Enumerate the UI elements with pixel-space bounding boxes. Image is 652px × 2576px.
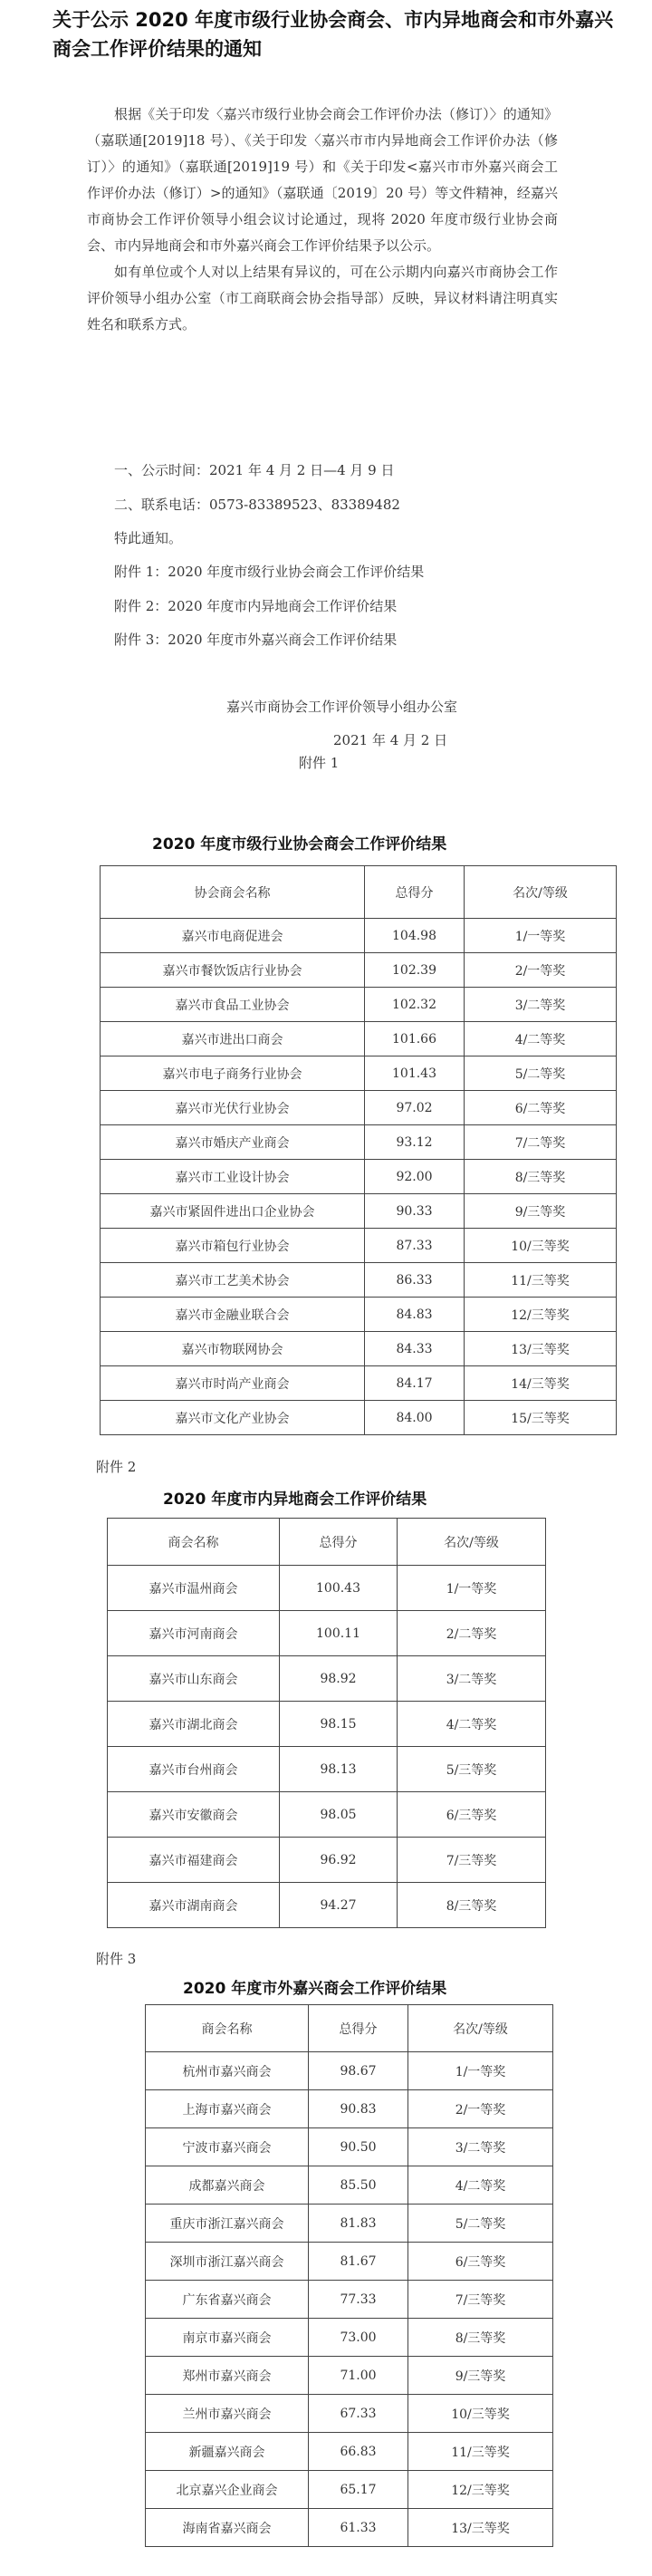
table3-rank-cell: 5/二等奖 bbox=[408, 2205, 553, 2243]
table3-rank-cell: 3/二等奖 bbox=[408, 2128, 553, 2166]
table2-header-score: 总得分 bbox=[280, 1519, 398, 1566]
table3-name-cell: 新疆嘉兴商会 bbox=[146, 2433, 309, 2471]
notice-title: 关于公示 2020 年度市级行业协会商会、市内异地商会和市外嘉兴商会工作评价结果的通知 bbox=[53, 9, 614, 60]
table1-name-cell: 嘉兴市电子商务行业协会 bbox=[101, 1056, 365, 1091]
table2-name-cell: 嘉兴市湖北商会 bbox=[108, 1702, 280, 1747]
table2-rank-cell: 8/三等奖 bbox=[398, 1883, 546, 1928]
table2-rank-cell: 7/三等奖 bbox=[398, 1838, 546, 1883]
table3-name-cell: 广东省嘉兴商会 bbox=[146, 2281, 309, 2319]
table1-rank-cell: 1/一等奖 bbox=[465, 919, 617, 953]
table1-score-cell: 84.00 bbox=[365, 1401, 465, 1435]
body-paragraph-objection: 如有单位或个人对以上结果有异议的，可在公示期内向嘉兴市商协会工作评价领导小组办公室（市工商联商会协会指导部）反映，异议材料请注明真实姓名和联系方式。 bbox=[87, 264, 558, 333]
table1-name-cell: 嘉兴市光伏行业协会 bbox=[101, 1091, 365, 1125]
table1-name-cell: 嘉兴市紧固件进出口企业协会 bbox=[101, 1194, 365, 1229]
table1-name-cell: 嘉兴市箱包行业协会 bbox=[101, 1229, 365, 1263]
table3-name-cell: 海南省嘉兴商会 bbox=[146, 2509, 309, 2547]
table3-name-cell: 宁波市嘉兴商会 bbox=[146, 2128, 309, 2166]
table3-rank-cell: 13/三等奖 bbox=[408, 2509, 553, 2547]
table3-name-cell: 深圳市浙江嘉兴商会 bbox=[146, 2243, 309, 2281]
table1-row bbox=[101, 988, 617, 1022]
table2-score-cell: 98.92 bbox=[280, 1656, 398, 1702]
table1-rank-cell: 8/三等奖 bbox=[465, 1160, 617, 1194]
table3-rank-cell: 6/三等奖 bbox=[408, 2243, 553, 2281]
table2-rank-cell: 5/三等奖 bbox=[398, 1747, 546, 1792]
table1-rank-cell: 13/三等奖 bbox=[465, 1332, 617, 1366]
table2-score-cell: 100.43 bbox=[280, 1566, 398, 1611]
table1-name-cell: 嘉兴市婚庆产业商会 bbox=[101, 1125, 365, 1160]
table2-header-rank: 名次/等级 bbox=[398, 1519, 546, 1566]
table3-row bbox=[146, 2281, 553, 2319]
contact-phone: 二、联系电话：0573-83389523、83389482 bbox=[114, 497, 400, 513]
table2-score-cell: 98.15 bbox=[280, 1702, 398, 1747]
table2-rank-cell: 6/三等奖 bbox=[398, 1792, 546, 1838]
table3-score-cell: 81.83 bbox=[309, 2205, 408, 2243]
table3-score-cell: 73.00 bbox=[309, 2319, 408, 2357]
table3-row bbox=[146, 2090, 553, 2128]
table1-score-cell: 86.33 bbox=[365, 1263, 465, 1298]
table1-row bbox=[101, 1125, 617, 1160]
table1-row bbox=[101, 1022, 617, 1056]
table1-row bbox=[101, 1229, 617, 1263]
table3-rank-cell: 2/一等奖 bbox=[408, 2090, 553, 2128]
table1-score-cell: 93.12 bbox=[365, 1125, 465, 1160]
table1-row bbox=[101, 1366, 617, 1401]
table3-rank-cell: 7/三等奖 bbox=[408, 2281, 553, 2319]
table2-header-name: 商会名称 bbox=[108, 1519, 280, 1566]
table1-rank-cell: 7/二等奖 bbox=[465, 1125, 617, 1160]
table3-name-cell: 上海市嘉兴商会 bbox=[146, 2090, 309, 2128]
notice-body bbox=[87, 101, 558, 338]
table3-score-cell: 98.67 bbox=[309, 2052, 408, 2090]
table1-row bbox=[101, 953, 617, 988]
table2-header-row bbox=[108, 1519, 546, 1566]
table1-rank-cell: 14/三等奖 bbox=[465, 1366, 617, 1401]
table1-name-cell: 嘉兴市物联网协会 bbox=[101, 1332, 365, 1366]
table2-row bbox=[108, 1566, 546, 1611]
table3-score-cell: 85.50 bbox=[309, 2166, 408, 2205]
table1-rank-cell: 11/三等奖 bbox=[465, 1263, 617, 1298]
table1-score-cell: 102.39 bbox=[365, 953, 465, 988]
table1-name-cell: 嘉兴市食品工业协会 bbox=[101, 988, 365, 1022]
table3-name-cell: 郑州市嘉兴商会 bbox=[146, 2357, 309, 2395]
table3-row bbox=[146, 2471, 553, 2509]
table3-score-cell: 77.33 bbox=[309, 2281, 408, 2319]
attachment-1-label: 附件 1 bbox=[299, 755, 340, 771]
table1-header-rank: 名次/等级 bbox=[465, 866, 617, 919]
table1-rank-cell: 4/二等奖 bbox=[465, 1022, 617, 1056]
table3-score-cell: 71.00 bbox=[309, 2357, 408, 2395]
table3-score-cell: 61.33 bbox=[309, 2509, 408, 2547]
table1-rank-cell: 15/三等奖 bbox=[465, 1401, 617, 1435]
table3-rank-cell: 10/三等奖 bbox=[408, 2395, 553, 2433]
publicity-period: 一、公示时间：2021 年 4 月 2 日—4 月 9 日 bbox=[114, 462, 395, 478]
table3-score-cell: 66.83 bbox=[309, 2433, 408, 2471]
table2-rank-cell: 4/二等奖 bbox=[398, 1702, 546, 1747]
table1-row bbox=[101, 919, 617, 953]
closing-remark: 特此通知。 bbox=[114, 530, 183, 546]
table2-name-cell: 嘉兴市福建商会 bbox=[108, 1838, 280, 1883]
table3-row bbox=[146, 2166, 553, 2205]
table2-row bbox=[108, 1611, 546, 1656]
table1-rank-cell: 6/二等奖 bbox=[465, 1091, 617, 1125]
table3-rank-cell: 11/三等奖 bbox=[408, 2433, 553, 2471]
table3-header-name: 商会名称 bbox=[146, 2005, 309, 2052]
table1-name-cell: 嘉兴市工艺美术协会 bbox=[101, 1263, 365, 1298]
table2-score-cell: 98.05 bbox=[280, 1792, 398, 1838]
table3-row bbox=[146, 2395, 553, 2433]
attachment-item-3: 附件 3：2020 年度市外嘉兴商会工作评价结果 bbox=[114, 632, 398, 648]
table2-name-cell: 嘉兴市台州商会 bbox=[108, 1747, 280, 1792]
table2-name-cell: 嘉兴市山东商会 bbox=[108, 1656, 280, 1702]
table1-score-cell: 87.33 bbox=[365, 1229, 465, 1263]
table1-name-cell: 嘉兴市文化产业协会 bbox=[101, 1401, 365, 1435]
table2-row bbox=[108, 1656, 546, 1702]
table2-row bbox=[108, 1838, 546, 1883]
table1-header-score: 总得分 bbox=[365, 866, 465, 919]
attachment-3-label: 附件 3 bbox=[96, 1951, 137, 1967]
table3-name-cell: 重庆市浙江嘉兴商会 bbox=[146, 2205, 309, 2243]
table3-row bbox=[146, 2509, 553, 2547]
table1-name-cell: 嘉兴市餐饮饭店行业协会 bbox=[101, 953, 365, 988]
table1-score-cell: 90.33 bbox=[365, 1194, 465, 1229]
table3-header-row bbox=[146, 2005, 553, 2052]
table3-row bbox=[146, 2052, 553, 2090]
table1-name-cell: 嘉兴市电商促进会 bbox=[101, 919, 365, 953]
table3-row bbox=[146, 2128, 553, 2166]
table1-rank-cell: 3/二等奖 bbox=[465, 988, 617, 1022]
table3-name-cell: 成都嘉兴商会 bbox=[146, 2166, 309, 2205]
table3-header-rank: 名次/等级 bbox=[408, 2005, 553, 2052]
table1-row bbox=[101, 1298, 617, 1332]
table3-rank-cell: 12/三等奖 bbox=[408, 2471, 553, 2509]
table1-name-cell: 嘉兴市工业设计协会 bbox=[101, 1160, 365, 1194]
table2-name-cell: 嘉兴市安徽商会 bbox=[108, 1792, 280, 1838]
table1-header-row bbox=[101, 866, 617, 919]
table2-title: 2020 年度市内异地商会工作评价结果 bbox=[163, 1491, 427, 1509]
table1-score-cell: 101.43 bbox=[365, 1056, 465, 1091]
table3-external-chambers bbox=[145, 2004, 553, 2547]
table1-name-cell: 嘉兴市进出口商会 bbox=[101, 1022, 365, 1056]
issuer-signature: 嘉兴市商协会工作评价领导小组办公室 bbox=[226, 699, 458, 715]
table2-rank-cell: 3/二等奖 bbox=[398, 1656, 546, 1702]
table1-score-cell: 84.17 bbox=[365, 1366, 465, 1401]
table3-rank-cell: 8/三等奖 bbox=[408, 2319, 553, 2357]
table3-name-cell: 北京嘉兴企业商会 bbox=[146, 2471, 309, 2509]
table1-row bbox=[101, 1091, 617, 1125]
table3-header-score: 总得分 bbox=[309, 2005, 408, 2052]
table3-row bbox=[146, 2319, 553, 2357]
table2-rank-cell: 2/二等奖 bbox=[398, 1611, 546, 1656]
table3-title: 2020 年度市外嘉兴商会工作评价结果 bbox=[183, 1980, 447, 1998]
table1-name-cell: 嘉兴市金融业联合会 bbox=[101, 1298, 365, 1332]
table3-row bbox=[146, 2205, 553, 2243]
table2-rank-cell: 1/一等奖 bbox=[398, 1566, 546, 1611]
body-paragraph-basis: 根据《关于印发〈嘉兴市级行业协会商会工作评价办法（修订）〉的通知》（嘉联通[2019]18 号）、《关于印发〈嘉兴市市内异地商会工作评价办法（修订）〉的通知》（嘉联通[2019]19 号）和《关于印发<嘉兴市市外嘉兴商会工作评价办法（修订）>的通知》（嘉联通〔2019〕20 号）等文件精神，经嘉兴市商协会工作评价领导小组会议讨论通过，现将 2020 年度市级行业协会商会、市内异地商会和市外嘉兴商会工作评价结果予以公示。 bbox=[87, 106, 558, 254]
table1-industry-associations bbox=[100, 865, 617, 1435]
table1-score-cell: 84.83 bbox=[365, 1298, 465, 1332]
table1-rank-cell: 12/三等奖 bbox=[465, 1298, 617, 1332]
table1-score-cell: 84.33 bbox=[365, 1332, 465, 1366]
attachment-item-2: 附件 2：2020 年度市内异地商会工作评价结果 bbox=[114, 598, 398, 614]
table1-score-cell: 92.00 bbox=[365, 1160, 465, 1194]
attachment-2-label: 附件 2 bbox=[96, 1459, 137, 1475]
table3-score-cell: 90.50 bbox=[309, 2128, 408, 2166]
table1-row bbox=[101, 1332, 617, 1366]
table1-rank-cell: 9/三等奖 bbox=[465, 1194, 617, 1229]
table2-local-chambers bbox=[107, 1518, 546, 1928]
table2-name-cell: 嘉兴市湖南商会 bbox=[108, 1883, 280, 1928]
table1-rank-cell: 5/二等奖 bbox=[465, 1056, 617, 1091]
table2-row bbox=[108, 1702, 546, 1747]
attachment-item-1: 附件 1：2020 年度市级行业协会商会工作评价结果 bbox=[114, 564, 425, 580]
table3-row bbox=[146, 2357, 553, 2395]
table3-score-cell: 81.67 bbox=[309, 2243, 408, 2281]
table3-row bbox=[146, 2433, 553, 2471]
table3-score-cell: 90.83 bbox=[309, 2090, 408, 2128]
table2-row bbox=[108, 1792, 546, 1838]
table1-score-cell: 101.66 bbox=[365, 1022, 465, 1056]
table2-score-cell: 94.27 bbox=[280, 1883, 398, 1928]
table3-name-cell: 兰州市嘉兴商会 bbox=[146, 2395, 309, 2433]
issue-date: 2021 年 4 月 2 日 bbox=[333, 732, 448, 748]
table1-title: 2020 年度市级行业协会商会工作评价结果 bbox=[152, 835, 447, 854]
table3-name-cell: 南京市嘉兴商会 bbox=[146, 2319, 309, 2357]
table2-name-cell: 嘉兴市温州商会 bbox=[108, 1566, 280, 1611]
table2-name-cell: 嘉兴市河南商会 bbox=[108, 1611, 280, 1656]
table3-score-cell: 67.33 bbox=[309, 2395, 408, 2433]
table1-row bbox=[101, 1056, 617, 1091]
table2-score-cell: 98.13 bbox=[280, 1747, 398, 1792]
table1-score-cell: 97.02 bbox=[365, 1091, 465, 1125]
table2-row bbox=[108, 1883, 546, 1928]
table1-rank-cell: 10/三等奖 bbox=[465, 1229, 617, 1263]
table1-row bbox=[101, 1401, 617, 1435]
table3-rank-cell: 1/一等奖 bbox=[408, 2052, 553, 2090]
table1-row bbox=[101, 1194, 617, 1229]
table2-score-cell: 96.92 bbox=[280, 1838, 398, 1883]
table1-row bbox=[101, 1263, 617, 1298]
table3-score-cell: 65.17 bbox=[309, 2471, 408, 2509]
table1-score-cell: 102.32 bbox=[365, 988, 465, 1022]
table1-score-cell: 104.98 bbox=[365, 919, 465, 953]
table3-rank-cell: 9/三等奖 bbox=[408, 2357, 553, 2395]
table1-rank-cell: 2/一等奖 bbox=[465, 953, 617, 988]
table1-header-name: 协会商会名称 bbox=[101, 866, 365, 919]
table2-score-cell: 100.11 bbox=[280, 1611, 398, 1656]
table1-row bbox=[101, 1160, 617, 1194]
table3-name-cell: 杭州市嘉兴商会 bbox=[146, 2052, 309, 2090]
table3-rank-cell: 4/二等奖 bbox=[408, 2166, 553, 2205]
table3-row bbox=[146, 2243, 553, 2281]
table1-name-cell: 嘉兴市时尚产业商会 bbox=[101, 1366, 365, 1401]
table2-row bbox=[108, 1747, 546, 1792]
